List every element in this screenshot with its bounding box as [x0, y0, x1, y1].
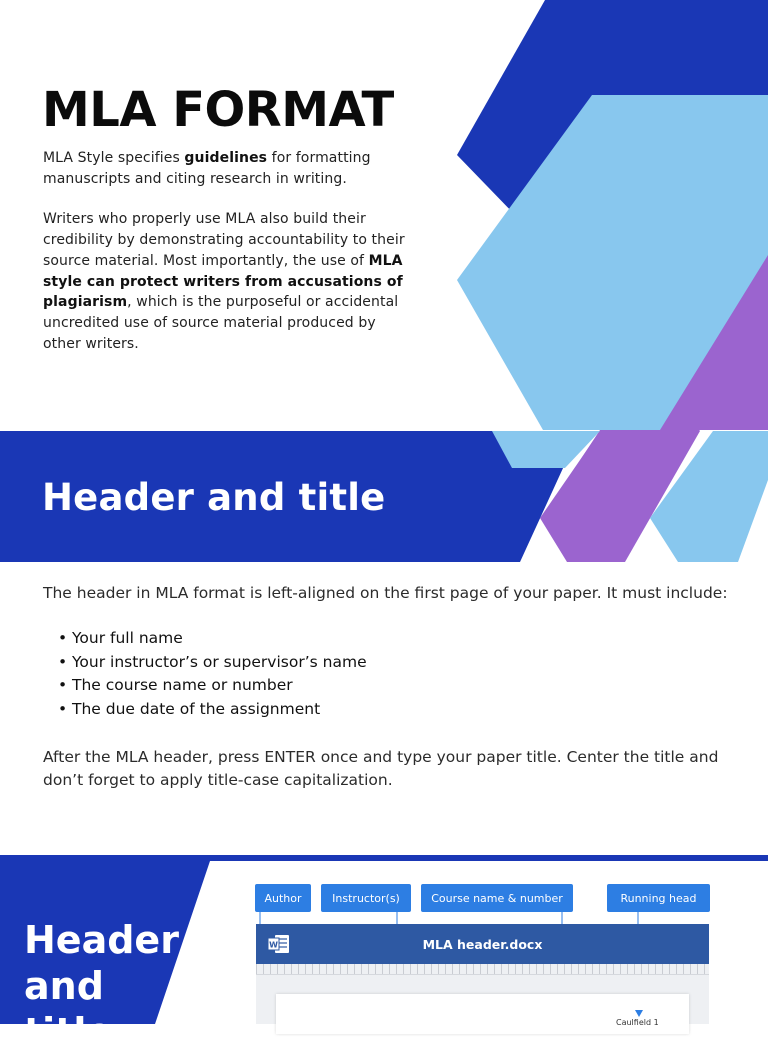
running-head-text: Caulfield 1: [616, 1018, 659, 1027]
document-window: [256, 924, 709, 1027]
intro-paragraph-2: Writers who properly use MLA also build their credibility by demonstrating accountability to their source material. Most importantly, the use of MLA style can protect writers from accusations of plagiarism, which is the purposeful or accidental uncredited use of source material produced by other writers.: [43, 211, 405, 352]
bottom-title: Header and title: [24, 918, 179, 1054]
section-title: Header and title: [42, 476, 386, 519]
ruler: [256, 964, 709, 975]
intro-text: [43, 148, 415, 374]
svg-text:W: W: [269, 940, 278, 950]
list-item: • Your full name: [58, 627, 558, 651]
main-title: MLA FORMAT: [42, 82, 394, 138]
author-tag: Author: [255, 884, 311, 912]
intro-paragraph-1: MLA Style specifies guidelines for formatting manuscripts and citing research in writing.: [43, 150, 371, 187]
list-item: • The due date of the assignment: [58, 698, 558, 722]
document-page: [276, 994, 689, 1034]
course-tag: Course name & number: [421, 884, 573, 912]
arrow-down-icon: [634, 1008, 644, 1018]
document-title: MLA header.docx: [422, 936, 543, 952]
instructors-tag: Instructor(s): [321, 884, 411, 912]
list-item: • Your instructor’s or supervisor’s name: [58, 651, 558, 675]
requirements-list: [58, 627, 558, 722]
section-description: The header in MLA format is left-aligned on the first page of your paper. It must include:: [43, 584, 728, 602]
list-item: • The course name or number: [58, 674, 558, 698]
running-head-tag: Running head: [607, 884, 710, 912]
bottom-divider: [0, 855, 768, 861]
after-header-text: After the MLA header, press ENTER once and type your paper title. Center the title and don’t forget to apply title-case capitalization.: [43, 748, 719, 789]
